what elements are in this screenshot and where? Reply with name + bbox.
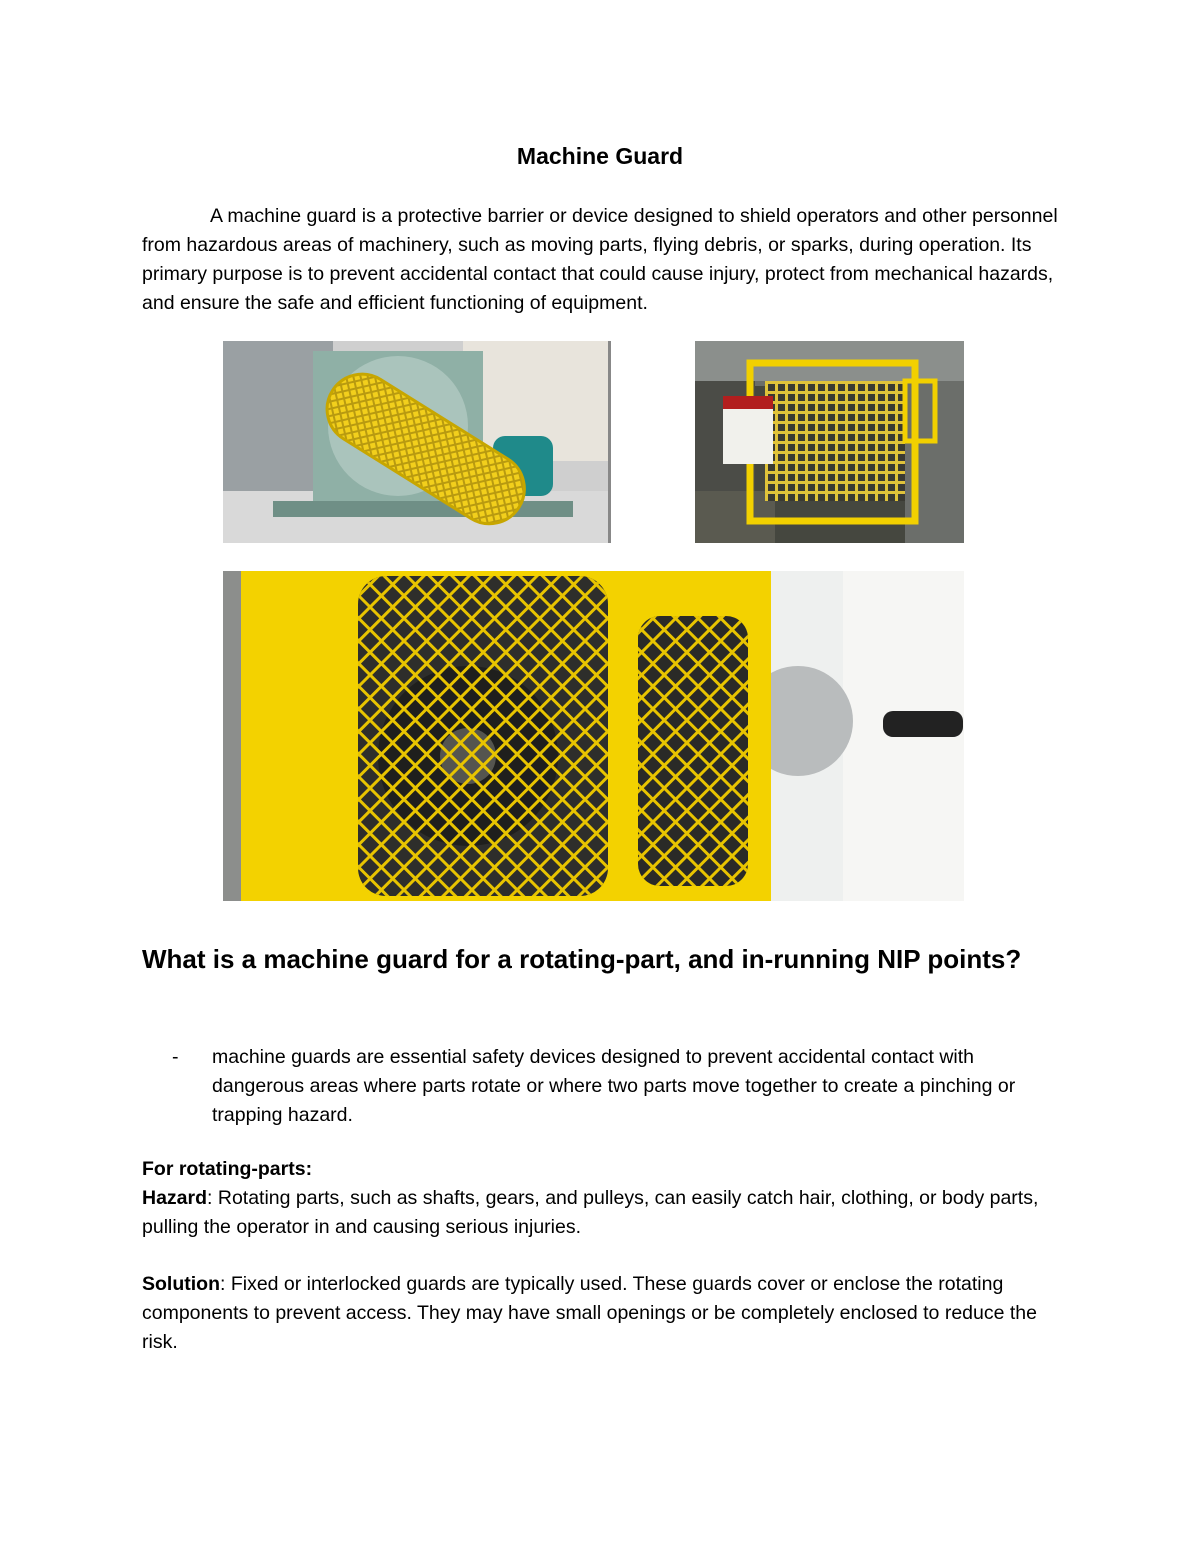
section-heading: What is a machine guard for a rotating-part, and in-running NIP points? [142,944,1022,974]
document-title: Machine Guard [516,143,684,169]
bullet-text: machine guards are essential safety devices designed to prevent accidental contact with dangerous areas where parts rotate or where two parts move together to create a pinching or trapping hazard. [212,1046,1016,1126]
hazard-label: Hazard [142,1187,208,1209]
rotating-parts-block [142,1155,1062,1242]
intro-paragraph: A machine guard is a protective barrier or device designed to shield operators and other personnel from hazardous areas of machinery, such as moving parts, flying debris, or sparks, during operation. Its primary purpose is to prevent accidental contact that could cause injury, protect from mechanical hazards, and ensure the safe and efficient functioning of equipment. [142,205,1058,314]
solution-text: : Fixed or interlocked guards are typically used. These guards cover or enclose the rotating components to prevent access. They may have small openings or be completely enclosed to reduce the risk. [142,1273,1037,1353]
hazard-text: : Rotating parts, such as shafts, gears, and pulleys, can easily catch hair, clothing, or body parts, pulling the operator in and causing serious injuries. [142,1187,1039,1238]
solution-paragraph [142,1270,1062,1357]
rotating-parts-heading: For rotating-parts: [142,1158,313,1180]
solution-label: Solution [142,1273,220,1295]
belt-guard-photo [223,341,611,543]
yellow-mesh-guard-photo [223,571,964,901]
hazard-paragraph [142,1184,1062,1242]
cage-guard-photo [695,341,964,543]
bullet-marker: - [172,1046,179,1068]
